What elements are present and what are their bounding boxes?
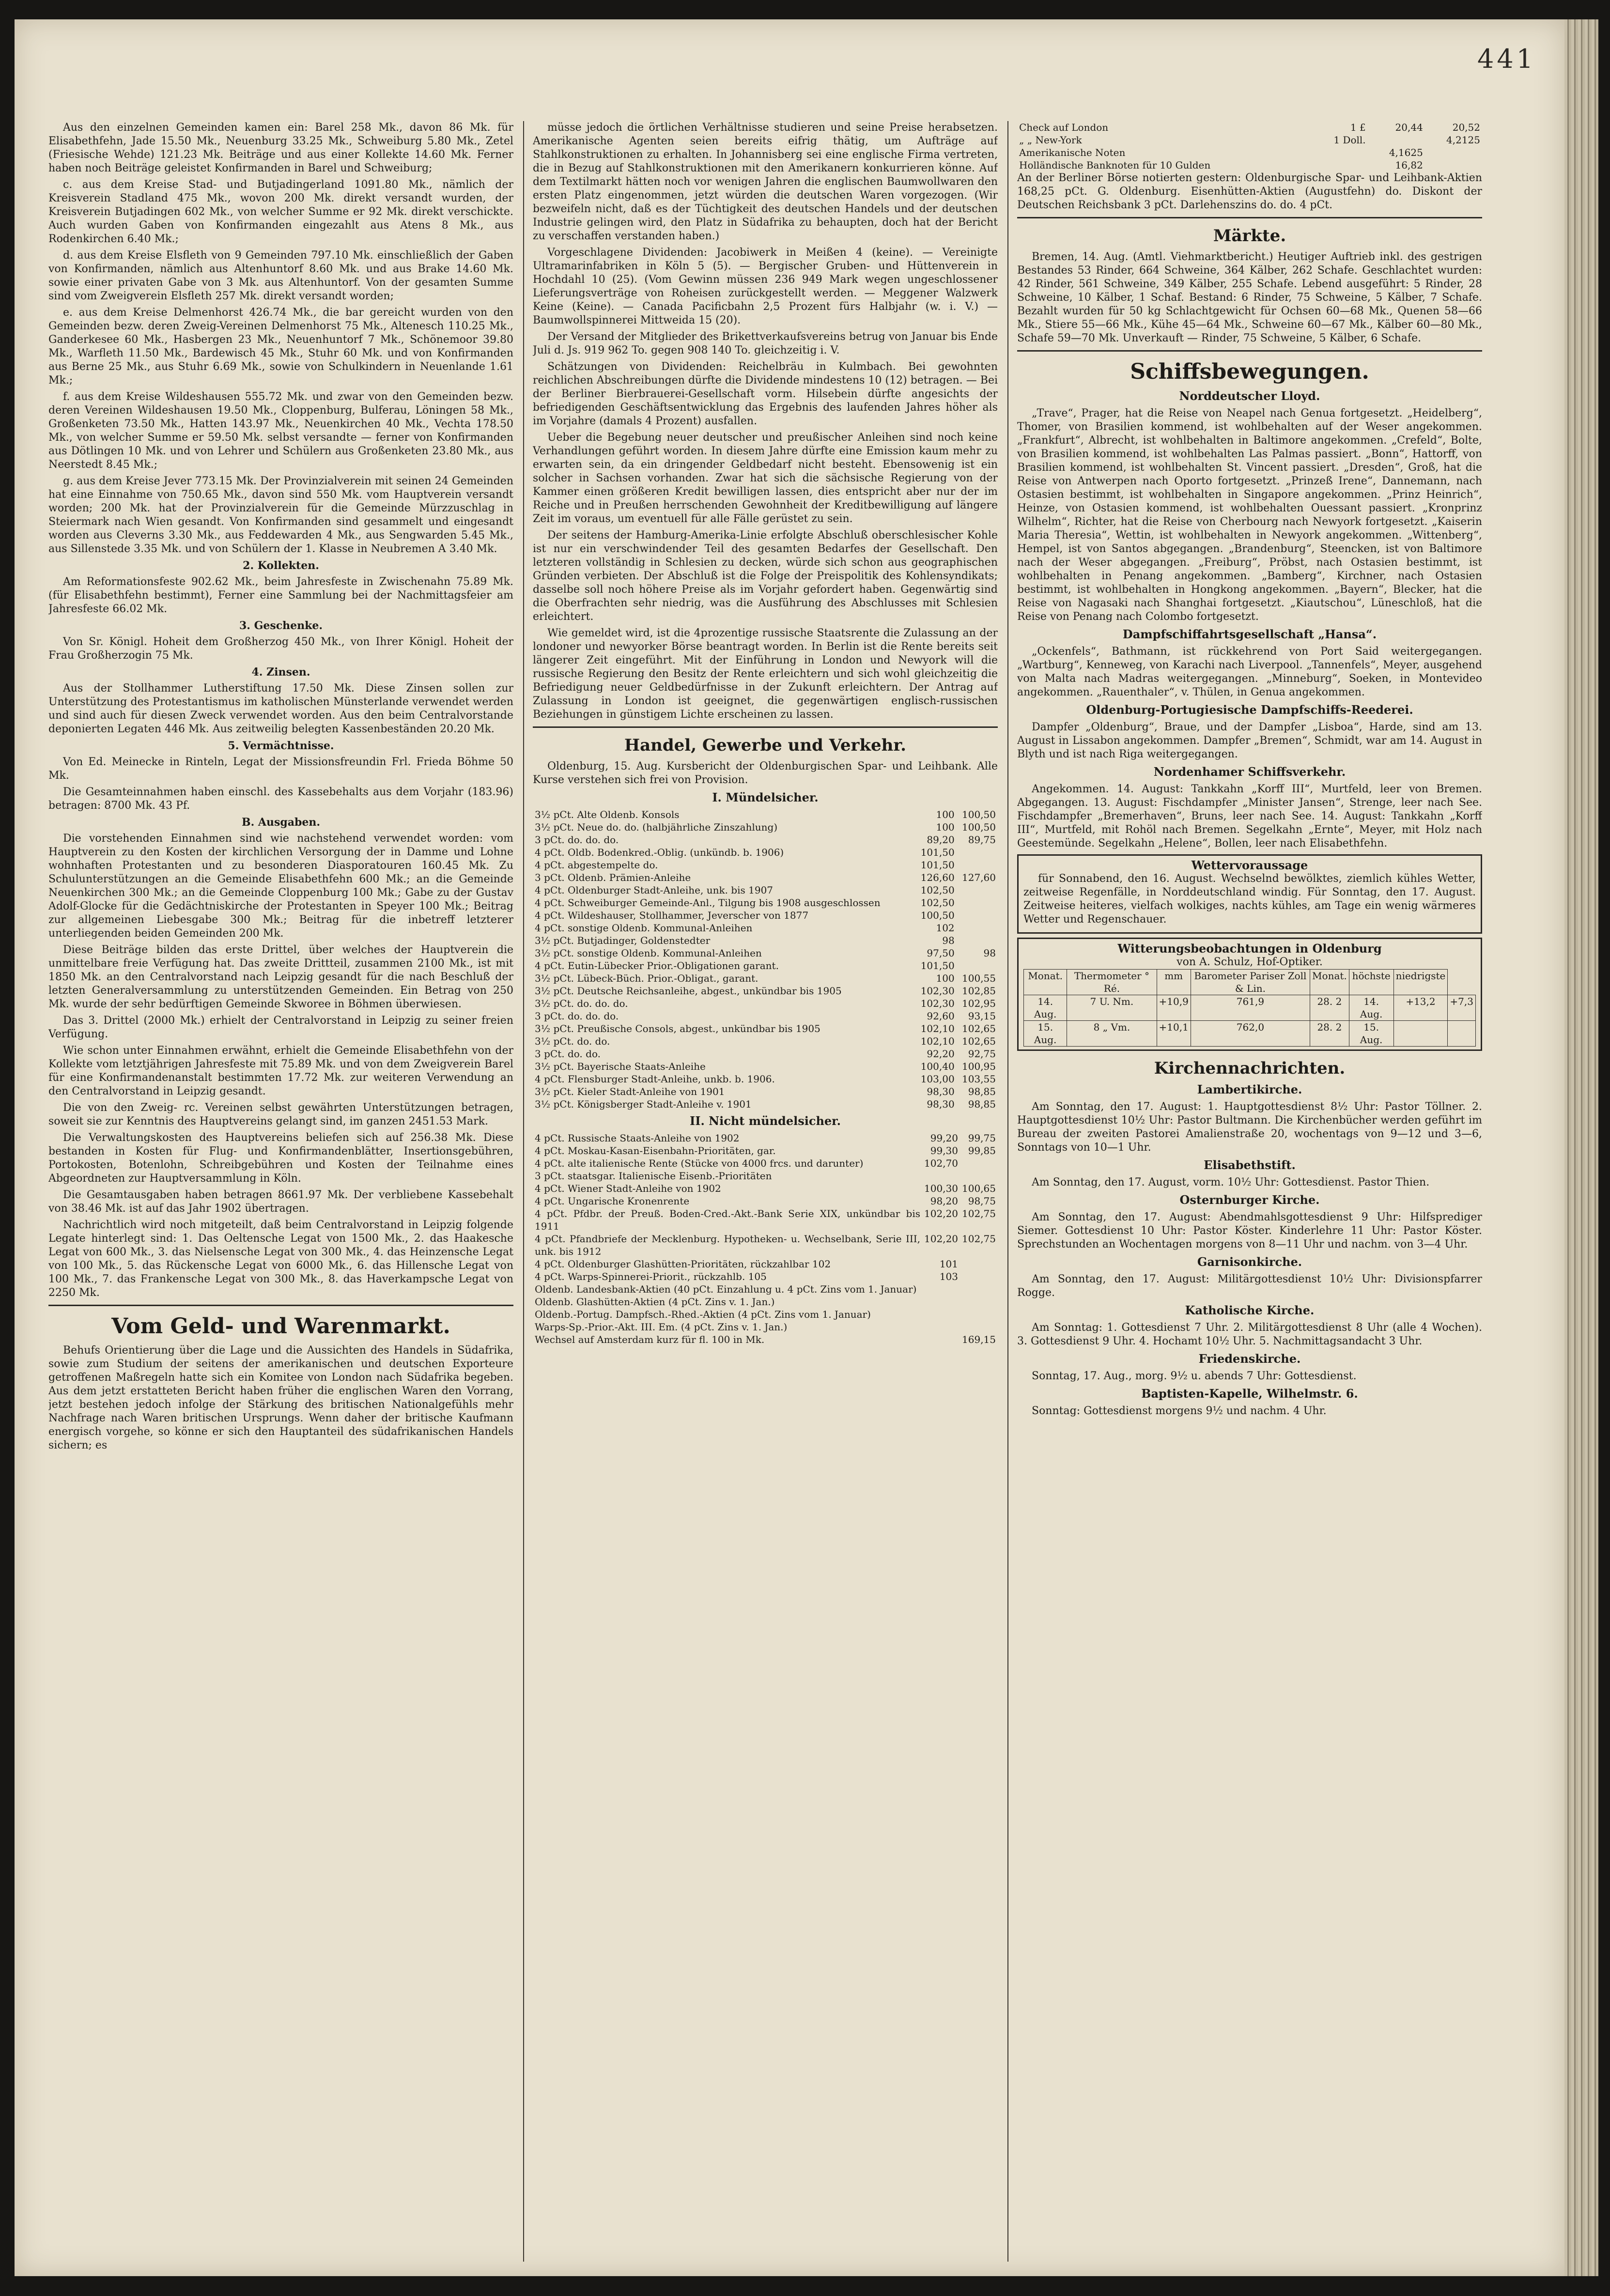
table-cell: 99,75 <box>968 1132 996 1144</box>
church-text: Sonntag, 17. Aug., morg. 9½ u. abends 7 Uhr: Gottesdienst. <box>1032 1370 1357 1382</box>
table-cell: 3 pCt. Oldenb. Prämien-Anleihe <box>535 872 691 883</box>
table-cell: 100 <box>936 821 955 833</box>
table-row <box>1017 134 1482 146</box>
table-cell: 3½ pCt. Kieler Stadt-Anleihe von 1901 <box>535 1086 725 1097</box>
table-cell: 3½ pCt. Bayerische Staats-Anleihe <box>535 1061 706 1072</box>
market-text: Behufs Orientierung über die Lage und die Aussichten des Handels in Südafrika, sowie zum Studium der seitens der amerikanischen und deutschen Exporteure getroffenen Maßregeln hatte sich ein Komitee von London nach Südafrika begeben. Aus dem jetzt erstatteten Bericht haben früher die englischen Waren den Vorrang, jetzt bestehen jedoch infolge der Stärkung des britischen Nationalgefühls mehr Nachfrage nach Waren britischen Ursprungs. Wenn daher der britische Kaufmann energisch vorgehe, so könne er sich den Hauptanteil des südafrikanischen Handels sichern; es <box>48 1344 513 1451</box>
table-cell <box>957 934 998 947</box>
observation-header: Thermometer ° Ré. <box>1067 970 1157 995</box>
paragraph: Die Gesamtausgaben haben betragen 8661.97 Mk. Der verbliebene Kassebehalt von 38.46 Mk. ist auf das Jahr 1902 übertragen. <box>48 1189 513 1215</box>
observation-cell: 7 U. Nm. <box>1067 995 1157 1021</box>
table-cell <box>1313 146 1368 159</box>
table-cell: 3 pCt. do. do. do. <box>535 1010 619 1022</box>
table-cell <box>960 1295 998 1308</box>
table-row <box>533 1132 998 1144</box>
table-cell: 99,85 <box>968 1145 996 1156</box>
table-cell: Oldenb.-Portug. Dampfsch.-Rhed.-Aktien (4 pCt. Zins vom 1. Januar) <box>535 1309 871 1320</box>
observation-header: mm <box>1157 970 1191 995</box>
table-row <box>533 1022 998 1035</box>
table-cell: 126,60 <box>920 872 955 883</box>
table-cell: 103 <box>939 1271 959 1282</box>
table-row <box>533 1283 998 1295</box>
table-cell: 102,75 <box>962 1233 996 1245</box>
paragraph: Von Ed. Meinecke in Rinteln, Legat der Missionsfreundin Frl. Frieda Böhme 50 Mk. <box>48 756 513 782</box>
table-cell: 101,50 <box>920 847 955 858</box>
table-cell: 102,30 <box>920 985 955 997</box>
table-row <box>533 1060 998 1073</box>
market-heading: Vom Geld- und Warenmarkt. <box>111 1314 450 1339</box>
paragraph: B. Ausgaben. <box>241 816 321 829</box>
table-cell: 4 pCt. Russische Staats-Anleihe von 1902 <box>535 1132 740 1144</box>
table-row <box>533 1035 998 1048</box>
table-cell: 103,55 <box>962 1073 996 1085</box>
exchange-table <box>1017 121 1482 171</box>
table-row <box>533 1048 998 1060</box>
table-cell: 100,95 <box>962 1061 996 1072</box>
observation-title: Witterungsbeobachtungen in Oldenburg <box>1117 941 1382 955</box>
paragraph: Schätzungen von Dividenden: Reichelbräu in Kulmbach. Bei gewohnten reichlichen Abschreibungen dürfte die Dividende mindestens 10 (12) betragen. — Bei der Berliner Bierbrauerei-Gesellschaft vorm. Hilsebein dürfte angesichts der befriedigenden Geschäftsentwicklung das Ergebnis des laufenden Jahres höher als im Vorjahre (damals 4 Prozent) ausfallen. <box>533 361 998 427</box>
table-row <box>533 1010 998 1022</box>
paragraph: Das 3. Drittel (2000 Mk.) erhielt der Centralvorstand in Leipzig zu seiner freien Verfügung. <box>48 1015 513 1040</box>
table-cell: 100 <box>936 972 955 984</box>
report-text <box>48 121 513 1300</box>
table-cell <box>960 1157 998 1170</box>
table-cell: 101,50 <box>920 960 955 971</box>
observation-row <box>1024 995 1476 1021</box>
observation-header: höchste <box>1349 970 1393 995</box>
table-cell: 4 pCt. Wildeshauser, Stollhammer, Jeverscher von 1877 <box>535 909 809 921</box>
weather-text: für Sonnabend, den 16. August. Wechselnd bewölktes, ziemlich kühles Wetter, zeitweise Regenfälle, in Norddeutschland windig. Für Sonntag, den 17. August. Zeitweise heiteres, vielfach wolkiges, nachts kühles, am Tage ein wenig wärmeres Wetter und Regenschauer. <box>1023 873 1476 925</box>
table-cell: 102 <box>936 922 955 934</box>
table-cell: 102,20 <box>924 1233 959 1245</box>
table-cell: 92,75 <box>968 1048 996 1060</box>
table-cell: 100,30 <box>924 1183 959 1194</box>
book-edge <box>1564 19 1598 2276</box>
column-2 <box>533 121 998 2262</box>
paragraph: 3. Geschenke. <box>239 619 323 632</box>
table-cell <box>957 846 998 859</box>
church-text: Am Sonntag, den 17. August, vorm. 10½ Uhr: Gottesdienst. Pastor Thien. <box>1032 1176 1430 1188</box>
table-cell: 100,55 <box>962 972 996 984</box>
table-row <box>533 1321 998 1333</box>
table-cell <box>960 1321 998 1333</box>
table-cell: 102,65 <box>962 1023 996 1034</box>
table-cell: 89,20 <box>927 834 955 846</box>
table-cell: 4 pCt. Oldb. Bodenkred.-Oblig. (unkündb. b. 1906) <box>535 847 784 858</box>
table-cell <box>957 859 998 871</box>
nord-heading: Nordenhamer Schiffsverkehr. <box>1153 765 1346 779</box>
paragraph: Der seitens der Hamburg-Amerika-Linie erfolgte Abschluß oberschlesischer Kohle ist nur ein verschwindender Teil des gesamten Bedarfes der Gesellschaft. Den letzteren vollständig in Schlesien zu decken, würde sich schon aus geographischen Gründen verbieten. Der Abschluß ist die Folge der Preispolitik des Kohlensyndikats; dasselbe soll noch höhere Preise als im Vorjahr gefordert haben. Gegenwärtig sind die Oberfrachten sehr niedrig, was die Ausführung des Abschlusses mit Schlesien erleichtert. <box>533 529 998 623</box>
observation-header: Monat. <box>1024 970 1067 995</box>
table-cell: 4 pCt. sonstige Oldenb. Kommunal-Anleihen <box>535 922 753 934</box>
table-cell: 102,85 <box>962 985 996 997</box>
table-row <box>533 1233 998 1258</box>
paragraph: 4. Zinsen. <box>251 666 310 678</box>
trade-heading: Handel, Gewerbe und Verkehr. <box>624 736 906 755</box>
paragraph: Wie schon unter Einnahmen erwähnt, erhielt die Gemeinde Elisabethfehn von der Kollekte vom letztjährigen Jahresfeste mit 75.89 Mk. und von dem Zweigverein Barel für eine Konfirmandenanstalt bestimmten 17.72 Mk. zur weiteren Verwendung an den Centralvorstand in Leipzig gesandt. <box>48 1045 513 1097</box>
divider <box>533 726 998 728</box>
table-cell: 100,40 <box>920 1061 955 1072</box>
maerkte-heading: Märkte. <box>1213 226 1286 246</box>
table-cell: 4 pCt. Oldenburger Stadt-Anleihe, unk. bis 1907 <box>535 884 774 896</box>
table-cell: 3½ pCt. do. do. do. <box>535 998 628 1009</box>
table-cell: 99,30 <box>930 1145 959 1156</box>
table-cell <box>1425 159 1482 171</box>
observation-header: niedrigste <box>1393 970 1448 995</box>
table-cell: 102,95 <box>962 998 996 1009</box>
table-cell <box>922 1295 960 1308</box>
finance-text <box>533 121 998 722</box>
weather-observation-box <box>1017 938 1482 1051</box>
table-cell: 102,20 <box>924 1208 959 1219</box>
table-cell: 3½ pCt. Königsberger Stadt-Anleihe v. 1901 <box>535 1098 752 1110</box>
paragraph: 5. Vermächtnisse. <box>228 740 334 752</box>
table-cell: 1 Doll. <box>1333 134 1366 146</box>
table-cell: 16,82 <box>1395 159 1423 171</box>
divider <box>48 1305 513 1306</box>
table-cell <box>922 1333 960 1346</box>
table-cell: 101 <box>939 1258 959 1270</box>
table-cell: 4 pCt. Wiener Stadt-Anleihe von 1902 <box>535 1183 721 1194</box>
paragraph: Am Reformationsfeste 902.62 Mk., beim Jahresfeste in Zwischenahn 75.89 Mk. (für Elisabethfehn bestimmt), Ferner eine Sammlung bei der Nachmittagsfeier am Jahresfeste 66.02 Mk. <box>48 576 513 615</box>
observation-header: Barometer Pariser Zoll & Lin. <box>1191 970 1310 995</box>
table-cell: 98,85 <box>968 1086 996 1097</box>
column-1 <box>48 121 513 2262</box>
table-cell: 4 pCt. Schweiburger Gemeinde-Anl., Tilgung bis 1908 ausgeschlossen <box>535 897 881 909</box>
column-rule <box>523 121 524 2262</box>
table-row <box>533 1073 998 1085</box>
table-cell: 98 <box>942 935 955 946</box>
table-cell: 102,50 <box>920 884 955 896</box>
table-cell: 92,20 <box>927 1048 955 1060</box>
table-row <box>533 859 998 871</box>
paragraph: Diese Beiträge bilden das erste Drittel, über welches der Hauptverein die unmittelbare freie Verfügung hat. Das zweite Drittteil, zusammen 2100 Mk., ist mit 1850 Mk. an den Centralvorstand nach Leipzig gesandt für die nach Beschluß der letzten Generalversammlung zu unterstützenden Gemeinden. Ein Betrag von 250 Mk. wurde der sehr bedürftigen Gemeinde Skworee in Böhmen überwiesen. <box>48 944 513 1010</box>
nord-text: Angekommen. 14. August: Tankkahn „Korff III“, Murtfeld, leer von Bremen. Abgegangen. 13. August: Fischdampfer „Minister Jansen“, Strenge, leer nach See. Fischdampfer „Bremerhaven“, Bruns, leer nach See. 14. August: Tankkahn „Korff III“, Murtfeld, mit Rohöl nach Bremen. Segelkahn „Ernte“, Meyer, mit Holz nach Geestemünde. Segelkahn „Helene“, Bollen, leer nach Elisabethfehn. <box>1017 783 1482 849</box>
observation-cell: 8 „ Vm. <box>1067 1021 1157 1047</box>
church-heading: Kirchennachrichten. <box>1154 1059 1346 1078</box>
paragraph: Die von den Zweig- rc. Vereinen selbst gewährten Unterstützungen betragen, soweit sie zur Kenntnis des Hauptvereins gelangt sind, im ganzen 2451.53 Mark. <box>48 1102 513 1127</box>
table-row <box>533 1195 998 1207</box>
table-cell <box>957 959 998 972</box>
table-cell <box>957 909 998 922</box>
table-cell <box>960 1170 998 1182</box>
lloyd-text: „Trave“, Prager, hat die Reise von Neapel nach Genua fortgesetzt. „Heidelberg“, Thomer, von Brasilien kommend, ist wohlbehalten auf der Weser angekommen. „Frankfurt“, Albrecht, ist wohlbehalten in Baltimore angekommen. „Crefeld“, Bolte, von Brasilien kommend, ist wohlbehalten Las Palmas passiert. „Bonn“, Hattorff, von Brasilien kommend, ist wohlbehalten St. Vincent passiert. „Dresden“, Groß, hat die Reise von Antwerpen nach Oporto fortgesetzt. „Prinzeß Irene“, Dannemann, nach Ostasien bestimmt, ist wohlbehalten in Singapore angekommen. „Prinz Heinrich“, Heinze, von Ostasien kommend, ist wohlbehalten Ouessant passiert. „Kronprinz Wilhelm“, Richter, hat die Reise von Cherbourg nach Newyork fortgesetzt. „Kaiserin Maria Theresia“, Wettin, ist wohlbehalten in Newyork angekommen. „Wittenberg“, Hempel, ist von Santos abgegangen. „Brandenburg“, Steencken, ist von Baltimore nach der Weser abgegangen. „Freiburg“, Pröbst, nach Ostasien bestimmt, ist wohlbehalten in Penang angekommen. „Bamberg“, Kirchner, nach Ostasien bestimmt, ist wohlbehalten in Hongkong angekommen. „Bayern“, Blecker, hat die Reise von Nagasaki nach Shanghai fortgesetzt. „Kiautschou“, Lüneschloß, hat die Reise von Penang nach Colombo fortgesetzt. <box>1017 407 1482 623</box>
observation-cell: 28. 2 <box>1310 1021 1349 1047</box>
table-cell: 4 pCt. Ungarische Kronenrente <box>535 1195 690 1207</box>
table-cell: 99,20 <box>930 1132 959 1144</box>
table-row <box>1017 159 1482 171</box>
table-cell: 4,1625 <box>1389 147 1423 158</box>
church-name: Lambertikirche. <box>1197 1082 1302 1096</box>
table-cell: 102,65 <box>962 1035 996 1047</box>
table-cell: 4 pCt. Pfandbriefe der Mecklenburg. Hypotheken- u. Wechselbank, Serie III, unk. bis 1912 <box>535 1233 921 1257</box>
hansa-text: „Ockenfels“, Bathmann, ist rückkehrend von Port Said weitergegangen. „Wartburg“, Kenneweg, von Karachi nach Liverpool. „Tannenfels“, Meyer, ausgehend von Malta nach Madras weitergegangen. „Minneburg“, Soeken, in Montevideo angekommen. „Rauenthaler“, v. Thülen, in Genua angekommen. <box>1017 646 1482 698</box>
church-name: Garnisonkirche. <box>1197 1255 1302 1269</box>
table-cell: 92,60 <box>927 1010 955 1022</box>
table-cell: 98,85 <box>968 1098 996 1110</box>
table-row <box>1017 146 1482 159</box>
lloyd-heading: Norddeutscher Lloyd. <box>1179 389 1320 403</box>
table-cell: 98,30 <box>927 1086 955 1097</box>
table-row <box>533 909 998 922</box>
observation-subtitle: von A. Schulz, Hof-Optiker. <box>1177 956 1323 968</box>
table-cell: Check auf London <box>1019 122 1109 133</box>
table-row <box>533 833 998 846</box>
table-cell: 98,75 <box>968 1195 996 1207</box>
table-cell: 3½ pCt. Neue do. do. (halbjährliche Zinszahlung) <box>535 821 778 833</box>
church-name: Osternburger Kirche. <box>1179 1193 1320 1207</box>
table-cell: 4,2125 <box>1446 134 1480 146</box>
table-cell: 4 pCt. abgestempelte do. <box>535 859 658 871</box>
table-row <box>533 1170 998 1182</box>
table-cell: 103,00 <box>920 1073 955 1085</box>
table-cell: 100,50 <box>920 909 955 921</box>
paragraph: Von Sr. Königl. Hoheit dem Großherzog 450 Mk., von Ihrer Königl. Hoheit der Frau Großherzogin 75 Mk. <box>48 636 513 662</box>
table-cell: Warps-Sp.-Prior.-Akt. III. Em. (4 pCt. Zins v. 1. Jan.) <box>535 1321 788 1333</box>
table-cell: 102,70 <box>924 1157 959 1169</box>
table-cell <box>922 1283 960 1295</box>
table-cell <box>960 1283 998 1295</box>
paragraph: 2. Kollekten. <box>243 559 319 572</box>
hansa-heading: Dampfschiffahrtsgesellschaft „Hansa“. <box>1122 627 1377 641</box>
table-cell <box>1368 134 1425 146</box>
boerse-text: An der Berliner Börse notierten gestern: Oldenburgische Spar- und Leihbank-Aktien 168,25 pCt. G. Oldenburg. Eisenhütten-Aktien (Augustfehn) do. Diskont der Deutschen Reichsbank 3 pCt. Darlehenszins do. do. 4 pCt. <box>1017 172 1482 211</box>
table-row <box>533 884 998 896</box>
paragraph: Aus der Stollhammer Lutherstiftung 17.50 Mk. Diese Zinsen sollen zur Unterstützung des Protestantismus im katholischen Münsterlande verwendet werden und sind auch für diesen Zweck verwendet worden. Aus den beim Centralvorstande deponierten Legaten 446 Mk. Aus zeitweilig belegten Kassenbeständen 20.20 Mk. <box>48 682 513 735</box>
table-cell: 4 pCt. Warps-Spinnerei-Priorit., rückzahlb. 105 <box>535 1271 767 1282</box>
table-row <box>533 1295 998 1308</box>
paragraph: f. aus dem Kreise Wildeshausen 555.72 Mk. und zwar von den Gemeinden bezw. deren Vereinen Wildeshausen 19.50 Mk., Cloppenburg, Bulferau, Löningen 58 Mk., Großenketen 73.50 Mk., Hatten 143.97 Mk., Neuenkirchen 40 Mk., Vechta 178.50 Mk., von welcher Summe er 59.50 Mk. selbst versandte — ferner von Konfirmanden aus Dötlingen 10 Mk. und von Lehrer und Schülern aus Großenketen 23.80 Mk., aus Neerstedt 8.45 Mk.; <box>48 391 513 471</box>
table-row <box>533 934 998 947</box>
observation-cell: 15. Aug. <box>1024 1021 1067 1047</box>
observation-row <box>1024 1021 1476 1047</box>
table-row <box>533 1144 998 1157</box>
observation-cell: 14. Aug. <box>1024 995 1067 1021</box>
table-cell: 102,75 <box>962 1208 996 1219</box>
table-row <box>533 1270 998 1283</box>
table-row <box>1017 121 1482 134</box>
column-rule <box>1007 121 1008 2262</box>
table-cell: 20,52 <box>1452 122 1480 133</box>
table-row <box>533 1157 998 1170</box>
paragraph: Die vorstehenden Einnahmen sind wie nachstehend verwendet worden: vom Hauptverein zu den Kosten der kirchlichen Versorgung der in Damme und Lohne wohnhaften Protestanten und zu besonderen Diasporatouren 160.45 Mk. Zu Schulunterstützungen an die Gemeinde Elisabethfehn 600 Mk.; an die Gemeinde Neuenkirchen 300 Mk.; an die Gemeinde Cloppenburg 100 Mk.; Gabe zu der Gustav Adolf-Glocke für die Gedächtniskirche der Protestanten in Speyer 100 Mk.; Beitrag zur allgemeinen Liebesgabe 300 Mk.; Beitrag für die inbetreff letzterer unterliegenden beiden Gemeinden 200 Mk. <box>48 832 513 940</box>
paragraph: g. aus dem Kreise Jever 773.15 Mk. Der Provinzialverein mit seinen 24 Gemeinden hat eine Einnahme von 750.65 Mk., davon sind 550 Mk. vom Hauptverein versandt worden; 200 Mk. hat der Provinzialverein für die Gemeinde Mürzzuschlag in Steiermark nach Wien gesandt. Von Konfirmanden sind gesammelt und eingesandt worden aus Cleverns 3.30 Mk., aus Feddewarden 4 Mk., aus Sengwarden 5.45 Mk., aus Sillenstede 3.35 Mk. und von Schülern der 1. Klasse in Neubremen A 3.40 Mk. <box>48 475 513 555</box>
observation-cell: +7,3 <box>1448 995 1476 1021</box>
table-cell <box>960 1270 998 1283</box>
table-row <box>533 985 998 997</box>
maerkte-text: Bremen, 14. Aug. (Amtl. Viehmarktbericht.) Heutiger Auftrieb inkl. des gestrigen Bestandes 53 Rinder, 664 Schweine, 364 Kälber, 262 Schafe. Geschlachtet wurden: 42 Rinder, 561 Schweine, 349 Kälber, 255 Schafe. Lebend ausgeführt: 5 Rinder, 28 Schweine, 10 Kälber, 1 Schaf. Bestand: 6 Rinder, 75 Schweine, 5 Kälber, 7 Schafe. Bezahlt wurden für 50 kg Schlachtgewicht für Ochsen 60—68 Mk., Quenen 58—66 Mk., Stiere 55—66 Mk., Kühe 45—64 Mk., Schweine 60—67 Mk., Kälber 60—80 Mk., Schafe 59—70 Mk. Unverkauft — Rinder, 75 Schweine, 5 Kälber, 6 Schafe. <box>1017 251 1482 344</box>
table-cell: Amerikanische Noten <box>1019 147 1126 158</box>
observation-cell: 761,9 <box>1191 995 1310 1021</box>
table-cell: „ „ New-York <box>1019 134 1082 146</box>
table-cell <box>957 896 998 909</box>
table-cell: 101,50 <box>920 859 955 871</box>
divider <box>1017 350 1482 352</box>
table-cell: 1 £ <box>1350 122 1366 133</box>
table-row <box>533 1308 998 1321</box>
table-cell: 3½ pCt. Alte Oldenb. Konsols <box>535 809 680 820</box>
table-cell: 169,15 <box>962 1334 996 1345</box>
table-cell: 3½ pCt. Preußische Consols, abgest., unkündbar bis 1905 <box>535 1023 820 1034</box>
church-name: Baptisten-Kapelle, Wilhelmstr. 6. <box>1141 1387 1358 1401</box>
observation-cell: 14. Aug. <box>1349 995 1393 1021</box>
weather-forecast-box <box>1017 854 1482 934</box>
table-cell: 3 pCt. do. do. <box>535 1048 601 1060</box>
table-cell: 100,50 <box>962 809 996 820</box>
table-row <box>533 1333 998 1346</box>
church-text: Am Sonntag, den 17. August: Militärgottesdienst 10½ Uhr: Divisionspfarrer Rogge. <box>1017 1273 1482 1299</box>
table-cell: Wechsel auf Amsterdam kurz für fl. 100 in Mk. <box>535 1334 765 1345</box>
paragraph: Vorgeschlagene Dividenden: Jacobiwerk in Meißen 4 (keine). — Vereinigte Ultramarinfabriken in Köln 5 (5). — Bergischer Gruben- und Hüttenverein in Hochdahl 10 (25). (Vom Gewinn müssen 236 949 Mark wegen ungeschlossener Lieferungsverträge von Roheisen zurückgestellt werden. — Meggener Walzwerk Keine (Keine). — Canada Pacificbahn 2,5 Prozent fürs Halbjahr (w. i. V.) — Baumwollspinnerei Mittweida 15 (20). <box>533 247 998 326</box>
church-text: Am Sonntag, den 17. August: Abendmahlsgottesdienst 9 Uhr: Hilfsprediger Siemer. Gottesdienst 10 Uhr: Pastor Köster. Kinderlehre 11 Uhr: Pastor Köster. Sprechstunden an Wochentagen morgens von 8—11 Uhr und nachm. von 3—4 Uhr. <box>1017 1211 1482 1250</box>
table-cell: 102,50 <box>920 897 955 909</box>
church-name: Friedenskirche. <box>1198 1352 1301 1366</box>
paragraph: Ueber die Begebung neuer deutscher und preußischer Anleihen sind noch keine Verhandlungen geführt worden. In diesem Jahre dürfte eine Emission kaum mehr zu erwarten sein, da ein dringender Geldbedarf nicht besteht. Ebensowenig ist ein solcher in Sachsen vorhanden. Zwar hat sich die sächsische Regierung von der Kammer einen größeren Kredit bewilligen lassen, dies entspricht aber nur der im Reiche und in Preußen herrschenden Gewohnheit der Kreditbewilligung auf längere Zeit im voraus, um eventuell für alle Fälle gerüstet zu sein. <box>533 431 998 525</box>
table-row <box>533 871 998 884</box>
paragraph: c. aus dem Kreise Stad- und Butjadingerland 1091.80 Mk., nämlich der Kreisverein Stadland 475 Mk., wovon 200 Mk. direkt versandt wurden, der Kreisverein Butjadingen 602 Mk., von welcher Summe er 92 Mk. direkt verschickte. Auch wurden Gaben von Konfirmanden eingezahlt aus Atens 8 Mk., aus Rodenkirchen 6.40 Mk.; <box>48 179 513 245</box>
table-cell <box>957 922 998 934</box>
table-cell <box>922 1321 960 1333</box>
table-row <box>533 972 998 985</box>
table-row <box>533 821 998 833</box>
trade-intro: Oldenburg, 15. Aug. Kursbericht der Oldenburgischen Spar- und Leihbank. Alle Kurse verstehen sich frei von Provision. <box>533 760 998 786</box>
paragraph: Der Versand der Mitglieder des Brikettverkaufsvereins betrug von Januar bis Ende Juli d. Js. 919 962 To. gegen 908 140 To. gleichzeitig i. V. <box>533 331 998 356</box>
observation-cell: 15. Aug. <box>1349 1021 1393 1047</box>
church-name: Elisabethstift. <box>1204 1158 1296 1172</box>
divider <box>1017 217 1482 218</box>
paragraph: müsse jedoch die örtlichen Verhältnisse studieren und seine Preise herabsetzen. Amerikanische Agenten seien bereits eifrig thätig, um Aufträge auf Stahlkonstruktionen zu erhalten. In Johannisberg sei eine englische Firma vertreten, die in Bezug auf Stahlkonstruktionen mit den Amerikanern konkurrieren könne. Auf dem Textilmarkt hätten noch vor wenigen Jahren die englischen Baumwollwaren den ersten Platz eingenommen, jetzt würden die deutschen Waren vorgezogen. (Wir bezweifeln nicht, daß es der Tüchtigkeit des deutschen Handels und der deutschen Industrie gelingen wird, den Platz in Südafrika zu behaupten, doch hat der Bericht zu verschaffen verstanden haben.) <box>533 122 998 242</box>
observation-cell: +13,2 <box>1393 995 1448 1021</box>
portug-text: Dampfer „Oldenburg“, Braue, und der Dampfer „Lisboa“, Harde, sind am 13. August in Lissabon angekommen. Dampfer „Bremen“, Schmidt, war am 14. August in Blyth und ist nach Riga weitergegangen. <box>1017 721 1482 760</box>
table-cell: 93,15 <box>968 1010 996 1022</box>
table-cell: Holländische Banknoten für 10 Gulden <box>1019 159 1211 171</box>
table-cell: 98,30 <box>927 1098 955 1110</box>
table-row <box>533 947 998 959</box>
church-text: Sonntag: Gottesdienst morgens 9½ und nachm. 4 Uhr. <box>1032 1405 1327 1417</box>
table-cell: 3½ pCt. do. do. <box>535 1035 610 1047</box>
table-cell: 98,20 <box>930 1195 959 1207</box>
table-cell: 89,75 <box>968 834 996 846</box>
observation-cell: +10,9 <box>1157 995 1191 1021</box>
church-text: Am Sonntag: 1. Gottesdienst 7 Uhr. 2. Militärgottesdienst 8 Uhr (alle 4 Wochen). 3. Gottesdienst 9 Uhr. 4. Hochamt 10½ Uhr. 5. Nachmittagsandacht 3 Uhr. <box>1017 1322 1482 1347</box>
observation-cell: +10,1 <box>1157 1021 1191 1047</box>
table-row <box>533 896 998 909</box>
table-cell: 100,65 <box>962 1183 996 1194</box>
rates-table-2 <box>533 1132 998 1346</box>
section-2-heading: II. Nicht mündelsicher. <box>690 1114 841 1128</box>
table-cell: Oldenb. Landesbank-Aktien (40 pCt. Einzahlung u. 4 pCt. Zins vom 1. Januar) <box>535 1283 917 1295</box>
table-cell <box>957 884 998 896</box>
page-number: 441 <box>1477 44 1536 74</box>
table-row <box>533 1207 998 1233</box>
table-cell: 97,50 <box>927 947 955 959</box>
table-row <box>533 1258 998 1270</box>
paragraph: Wie gemeldet wird, ist die 4prozentige russische Staatsrente die Zulassung an der londoner und newyorker Börse beantragt worden. In Berlin ist die Rente bereits seit längerer Zeit eingeführt. Mit der Einführung in London und Newyork will die russische Regierung den Besitz der Rente erleichtern und sich wohl gleichzeitig die Befriedigung neuer Geldbedürfnisse in der Zukunft erleichtern. Der Antrag auf Zulassung in London ist geeignet, die gegenwärtigen englisch-russischen Beziehungen in günstigem Lichte erscheinen zu lassen. <box>533 627 998 721</box>
section-1-heading: I. Mündelsicher. <box>712 790 819 804</box>
paragraph: d. aus dem Kreise Elsfleth von 9 Gemeinden 797.10 Mk. einschließlich der Gaben von Konfirmanden, nämlich aus Altenhuntorf 8.60 Mk. und aus Brake 14.60 Mk. sowie einer privaten Gabe von 3 Mk. aus Altenhuntorf. Von der gesamten Summe sind vom Zweigverein Elsfleth 257 Mk. direkt versandt worden; <box>48 249 513 302</box>
table-cell: 4 pCt. Pfdbr. der Preuß. Boden-Cred.-Akt.-Bank Serie XIX, unkündbar bis 1911 <box>535 1208 921 1232</box>
table-cell: 3 pCt. do. do. do. <box>535 834 619 846</box>
table-cell: 3 pCt. staatsgar. Italienische Eisenb.-Prioritäten <box>535 1170 772 1182</box>
table-row <box>533 846 998 859</box>
table-cell <box>960 1258 998 1270</box>
table-cell <box>960 1308 998 1321</box>
table-cell: 102,30 <box>920 998 955 1009</box>
table-cell: 20,44 <box>1395 122 1423 133</box>
table-cell: 102,10 <box>920 1035 955 1047</box>
table-row <box>533 1182 998 1195</box>
table-cell: 100,50 <box>962 821 996 833</box>
table-row <box>533 997 998 1010</box>
observation-cell: 762,0 <box>1191 1021 1310 1047</box>
observation-header: Monat. <box>1310 970 1349 995</box>
observation-table <box>1023 969 1476 1047</box>
table-row <box>533 922 998 934</box>
church-name: Katholische Kirche. <box>1185 1303 1315 1317</box>
table-cell: 4 pCt. Eutin-Lübecker Prior.-Obligationen garant. <box>535 960 779 971</box>
table-cell <box>1425 146 1482 159</box>
table-cell: 102,10 <box>920 1023 955 1034</box>
table-cell: 3½ pCt. sonstige Oldenb. Kommunal-Anleihen <box>535 947 762 959</box>
column-3 <box>1017 121 1482 2262</box>
church-text: Am Sonntag, den 17. August: 1. Hauptgottesdienst 8½ Uhr: Pastor Töllner. 2. Hauptgottesdienst 10½ Uhr: Pastor Bultmann. Die Kirchenbücher werden geführt im Bureau der zweiten Pastorei Amalienstraße 20, wochentags von 9—12 und 3—6, Sonntags von 10—1 Uhr. <box>1017 1101 1482 1154</box>
observation-cell <box>1448 1021 1476 1047</box>
table-cell: 100 <box>936 809 955 820</box>
table-cell: 4 pCt. alte italienische Rente (Stücke von 4000 frcs. und darunter) <box>535 1157 864 1169</box>
table-cell: 4 pCt. Flensburger Stadt-Anleihe, unkb. b. 1906. <box>535 1073 775 1085</box>
paragraph: Die Gesamteinnahmen haben einschl. des Kassebehalts aus dem Vorjahr (183.96) betragen: 8700 Mk. 43 Pf. <box>48 786 513 812</box>
table-row <box>533 959 998 972</box>
paragraph: e. aus dem Kreise Delmenhorst 426.74 Mk., die bar gereicht wurden von den Gemeinden bezw. deren Zweig-Vereinen Delmenhorst 75 Mk., Altenesch 110.25 Mk., Ganderkesee 60 Mk., Hasbergen 23 Mk., Neuenhuntorf 7 Mk., Schönemoor 39.80 Mk., Warfleth 11.50 Mk., Bardewisch 45 Mk., Stuhr 60 Mk. und von Konfirmanden aus Berne 25 Mk., aus Stuhr 6.69 Mk., sowie von Schulkindern in Neuenlande 1.61 Mk.; <box>48 307 513 386</box>
church-list <box>1017 1083 1482 1418</box>
observation-cell: 28. 2 <box>1310 995 1349 1021</box>
table-row <box>533 808 998 821</box>
table-cell: 127,60 <box>962 872 996 883</box>
table-cell: 3½ pCt. Butjadinger, Goldenstedter <box>535 935 711 946</box>
portug-heading: Oldenburg-Portugiesische Dampfschiffs-Reederei. <box>1086 703 1413 717</box>
table-row <box>533 1098 998 1110</box>
paragraph: Nachrichtlich wird noch mitgeteilt, daß beim Centralvorstand in Leipzig folgende Legate hinterlegt sind: 1. Das Oeltensche Legat von 1500 Mk., 2. das Haakesche Legat von 600 Mk., 3. das Nielsensche Legat von 300 Mk., 4. das Heinzensche Legat von 100 Mk., 5. das Rückensche Legat von 6000 Mk., 6. das Hillensche Legat von 100 Mk., 7. das Frankensche Legat von 300 Mk., 8. das Haverkampsche Legat von 2250 Mk. <box>48 1219 513 1299</box>
table-cell: Oldenb. Glashütten-Aktien (4 pCt. Zins v. 1. Jan.) <box>535 1296 775 1308</box>
table-row <box>533 1085 998 1098</box>
table-cell: 4 pCt. Oldenburger Glashütten-Prioritäten, rückzahlbar 102 <box>535 1258 831 1270</box>
table-cell <box>1313 159 1368 171</box>
table-cell: 3½ pCt. Lübeck-Büch. Prior.-Obligat., garant. <box>535 972 759 984</box>
table-cell <box>922 1170 960 1182</box>
paragraph: Die Verwaltungskosten des Hauptvereins beliefen sich auf 256.38 Mk. Diese bestanden in Kosten für Flug- und Konfirmandenblätter, Insertionsgebühren, Portokosten, Botenlohn, Schreibgebühren und Kosten der Teilnahme eines Abgeordneten zur Hauptversammlung in Köln. <box>48 1132 513 1185</box>
table-cell: 4 pCt. Moskau-Kasan-Eisenbahn-Prioritäten, gar. <box>535 1145 776 1156</box>
schiff-heading: Schiffsbewegungen. <box>1130 359 1369 384</box>
table-cell: 3½ pCt. Deutsche Reichsanleihe, abgest., unkündbar bis 1905 <box>535 985 842 997</box>
paragraph: Aus den einzelnen Gemeinden kamen ein: Barel 258 Mk., davon 86 Mk. für Elisabethfehn, Jade 15.50 Mk., Neuenburg 33.25 Mk., Schweiburg 5.80 Mk., Zetel (Friesische Wehde) 121.23 Mk. Beiträge und aus einer Kollekte 14.60 Mk. Ferner haben noch Beiträge geleistet Konfirmanden in Barel und Schweiburg; <box>48 122 513 174</box>
table-cell <box>922 1308 960 1321</box>
weather-title: Wettervoraussage <box>1191 858 1308 872</box>
table-cell: 98 <box>983 947 996 959</box>
observation-cell <box>1393 1021 1448 1047</box>
rates-table-1 <box>533 808 998 1110</box>
